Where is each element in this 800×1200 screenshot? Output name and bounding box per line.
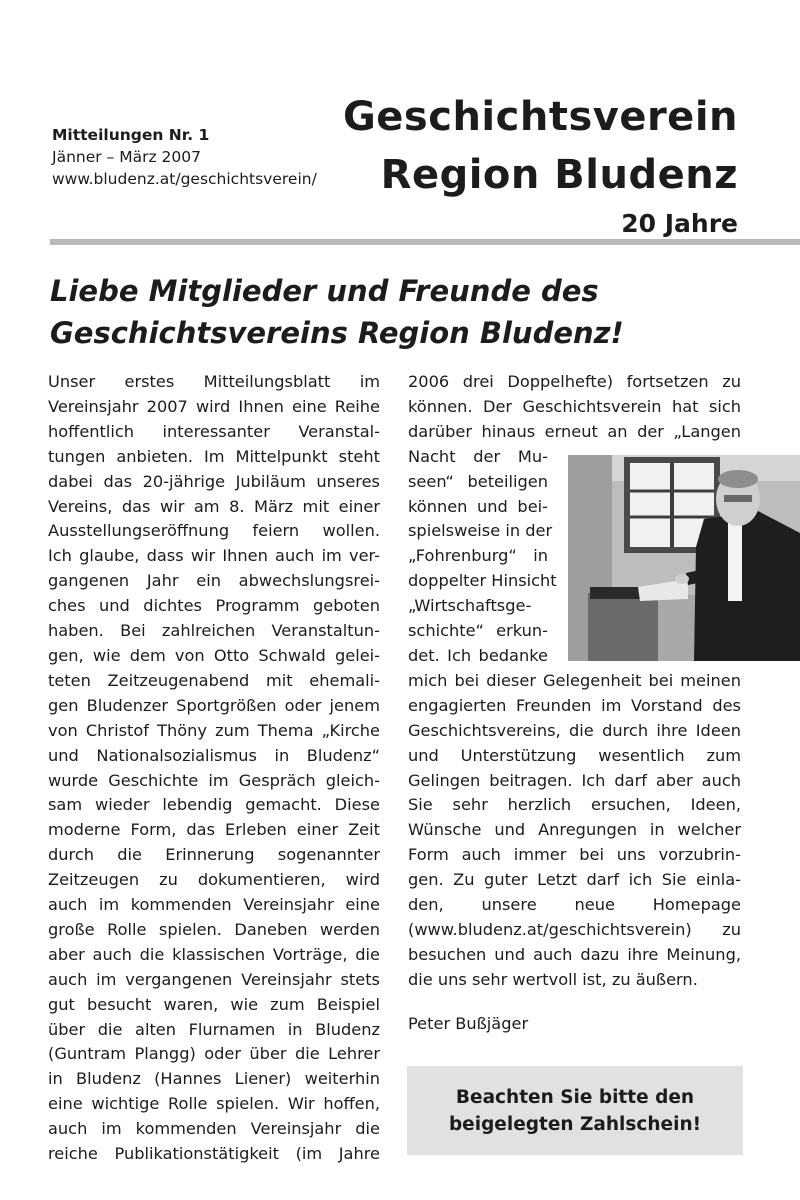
author-signature: Peter Bußjäger xyxy=(408,1014,529,1033)
text-line: Nacht der Mu- xyxy=(408,446,548,466)
text-line: gut besucht waren, wie zum Beispiel xyxy=(48,994,380,1014)
text-line: gangenen Jahr ein abwechslungsrei- xyxy=(48,571,380,591)
anniversary-label: 20 Jahre xyxy=(621,209,738,238)
club-title xyxy=(343,88,738,242)
text-line: seen“ beteiligen xyxy=(408,471,548,491)
text-line: auch im kommenden Vereinsjahr die xyxy=(48,1119,380,1139)
text-line: tungen anbieten. Im Mittelpunkt steht xyxy=(48,446,380,466)
text-line: gen, wie dem von Otto Schwald gelei- xyxy=(48,645,380,665)
text-line: können. Der Geschichtsverein hat sich xyxy=(408,396,741,416)
text-line: Form auch immer bei uns vorzubrin- xyxy=(408,845,741,865)
masthead-info xyxy=(52,124,317,190)
article-column-left xyxy=(48,370,380,1167)
text-line: besuchen und auch dazu ihre Meinung, xyxy=(408,944,741,964)
payment-notice-box xyxy=(407,1066,743,1155)
right-column-text-top xyxy=(408,370,741,445)
issue-period: Jänner – März 2007 xyxy=(52,148,201,166)
text-line: schichte“ erkun- xyxy=(408,621,548,641)
text-line: „Wirtschaftsge- xyxy=(408,596,532,616)
text-line: von Christof Thöny zum Thema „Kirche xyxy=(48,720,380,740)
article-headline xyxy=(50,270,750,354)
text-line: und Unterstützung wesentlich zum xyxy=(408,745,741,765)
notice-line1: Beachten Sie bitte den xyxy=(455,1086,695,1108)
text-line: Wünsche und Anregungen in welcher xyxy=(408,820,741,840)
text-line: Vereins, das wir am 8. März mit einer xyxy=(48,496,380,516)
right-column-text-bottom xyxy=(408,669,741,993)
text-line: spielsweise in der xyxy=(408,521,553,541)
website-url: www.bludenz.at/geschichtsverein/ xyxy=(52,170,317,188)
text-line: engagierten Freunden im Vorstand des xyxy=(408,695,741,715)
text-line: (www.bludenz.at/geschichtsverein) zu xyxy=(408,919,741,939)
text-line: und Nationalsozialismus in Bludenz“ xyxy=(48,745,380,765)
text-line: Ausstellungseröffnung feiern wollen. xyxy=(48,521,380,541)
text-line: Gelingen beitragen. Ich darf aber auch xyxy=(408,770,741,790)
text-line: durch die Erinnerung sogenannter xyxy=(48,845,380,865)
text-line: Ich glaube, dass wir Ihnen auch im ver- xyxy=(48,546,380,566)
left-column-text xyxy=(48,370,380,1167)
text-line: die uns sehr wertvoll ist, zu äußern. xyxy=(408,969,698,989)
text-line: in Bludenz (Hannes Liener) weiterhin xyxy=(48,1069,380,1089)
text-line: aber auch die klassischen Vorträge, die xyxy=(48,944,380,964)
text-line: ches und dichtes Programm geboten xyxy=(48,596,380,616)
text-line: Sie sehr herzlich ersuchen, Ideen, xyxy=(408,795,741,815)
text-line: (Guntram Plangg) oder über die Lehrer xyxy=(48,1044,380,1064)
text-line: über die alten Flurnamen in Bludenz xyxy=(48,1019,380,1039)
text-line: reiche Publikationstätigkeit (im Jahre xyxy=(48,1144,380,1164)
text-line: haben. Bei zahlreichen Veranstaltun- xyxy=(48,621,380,641)
headline-line2: Geschichtsvereins Region Bludenz! xyxy=(50,316,624,350)
text-line: doppelter Hinsicht xyxy=(408,571,557,591)
speaker-photo xyxy=(568,455,800,661)
club-name-line2: Region Bludenz xyxy=(380,152,738,198)
text-line: können und bei- xyxy=(408,496,548,516)
text-line: gen. Zu guter Letzt darf ich Sie einla- xyxy=(408,870,741,890)
text-line: gen Bludenzer Sportgrößen oder jenem xyxy=(48,695,380,715)
club-name-line1: Geschichtsverein xyxy=(342,94,738,140)
text-line: 2006 drei Doppelhefte) fortsetzen zu xyxy=(408,372,741,391)
text-line: Unser erstes Mitteilungsblatt im xyxy=(48,372,380,391)
text-line: moderne Form, das Erleben einer Zeit xyxy=(48,820,380,840)
text-line: „Fohrenburg“ in xyxy=(408,546,548,566)
text-line: hoffentlich interessanter Veranstal- xyxy=(48,421,380,441)
text-line: Zeitzeugen zu dokumentieren, wird xyxy=(48,870,380,890)
text-line: eine wichtige Rolle spielen. Wir hoffen, xyxy=(48,1094,380,1114)
text-line: mich bei dieser Gelegenheit bei meinen xyxy=(408,670,741,690)
headline-line1: Liebe Mitglieder und Freunde des xyxy=(50,274,599,308)
text-line: teten Zeitzeugenabend mit ehemali- xyxy=(48,670,380,690)
text-line: det. Ich bedanke xyxy=(408,645,548,665)
text-line: dabei das 20-jährige Jubiläum unseres xyxy=(48,471,380,491)
text-line: auch im vergangenen Vereinsjahr stets xyxy=(48,969,380,989)
notice-line2: beigelegten Zahlschein! xyxy=(448,1113,702,1135)
text-line: wurde Geschichte im Gespräch gleich- xyxy=(48,770,380,790)
text-line: sam wieder lebendig gemacht. Diese xyxy=(48,795,380,815)
text-line: Geschichtsvereins, die durch ihre Ideen xyxy=(408,720,741,740)
header-divider xyxy=(50,239,800,245)
text-line: den, unsere neue Homepage xyxy=(408,895,741,915)
text-line: große Rolle spielen. Daneben werden xyxy=(48,919,380,939)
text-line: Vereinsjahr 2007 wird Ihnen eine Reihe xyxy=(48,396,380,416)
issue-number: Mitteilungen Nr. 1 xyxy=(52,126,210,144)
text-line: darüber hinaus erneut an der „Langen xyxy=(408,421,741,441)
text-line: auch im kommenden Vereinsjahr eine xyxy=(48,895,380,915)
